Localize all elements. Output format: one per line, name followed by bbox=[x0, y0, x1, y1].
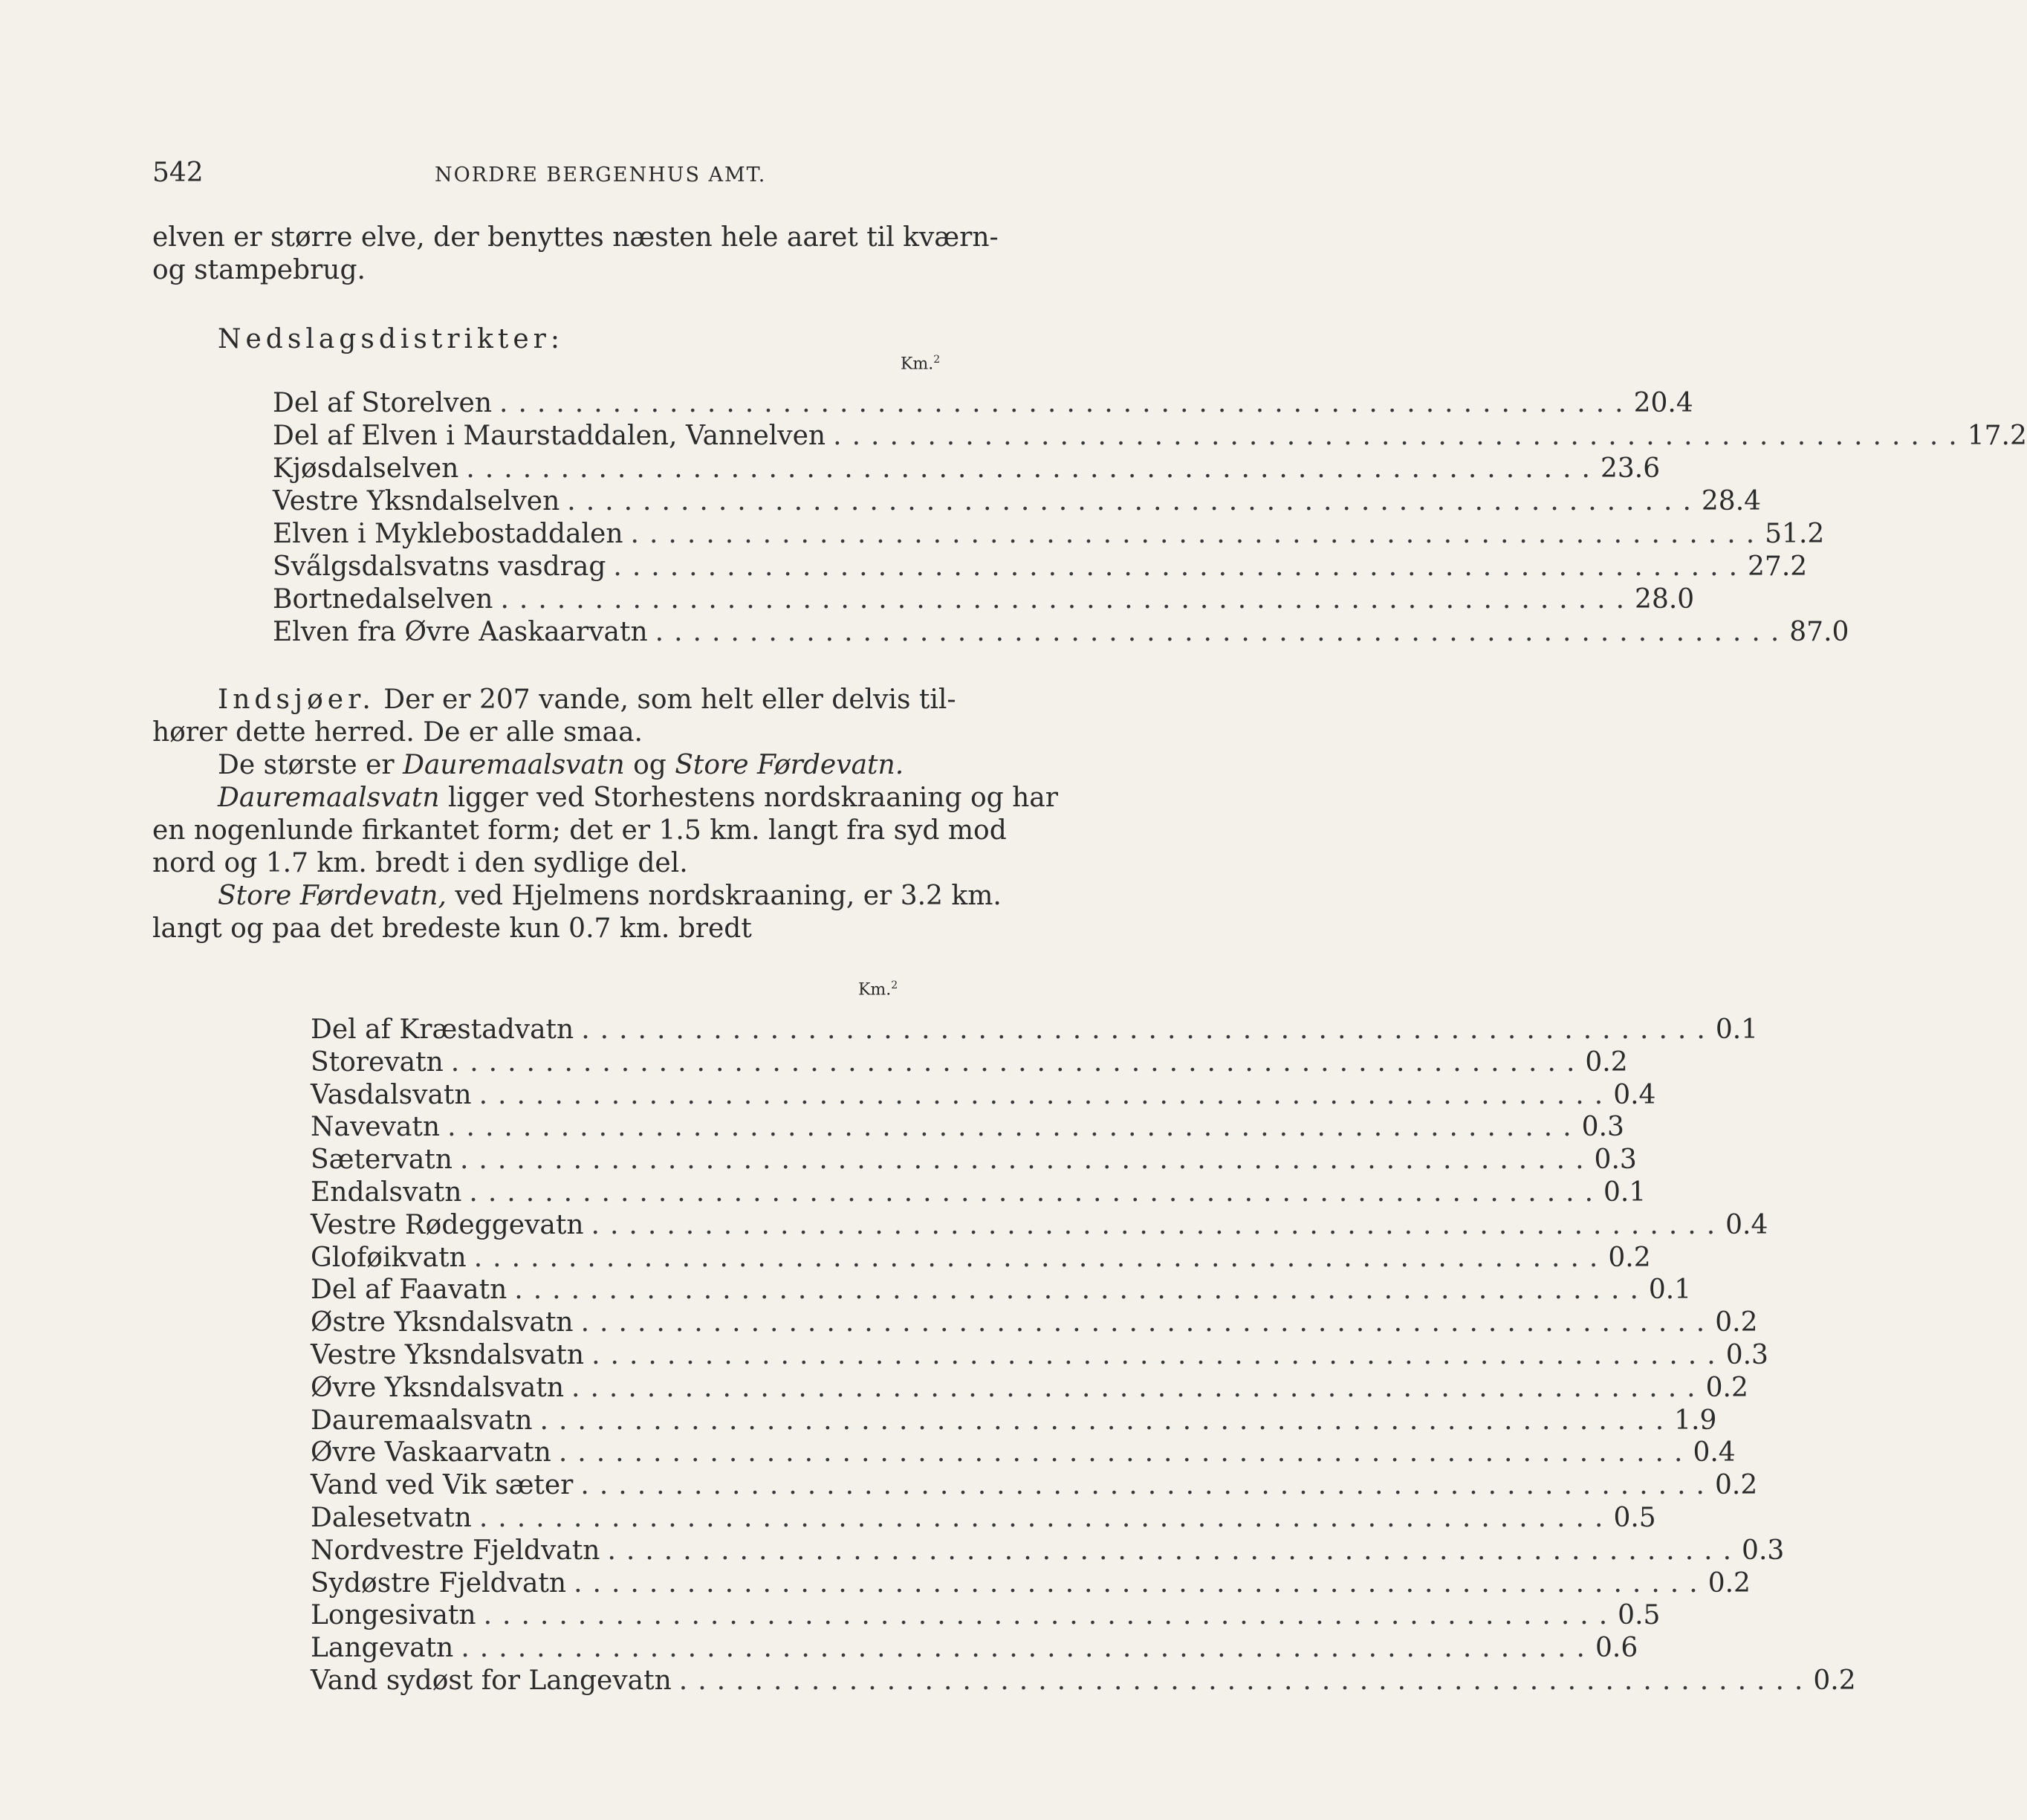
row-name: Dauremaalsvatn bbox=[311, 1405, 533, 1436]
leader-dots: ............................................................ bbox=[567, 486, 1702, 516]
row-value: 0.2 bbox=[1705, 1372, 1748, 1403]
leader-dots: ............................................................ bbox=[483, 1600, 1618, 1631]
leader-dots: ............................................................ bbox=[466, 453, 1600, 484]
row-value: 51.2 bbox=[1765, 519, 1825, 549]
indsjoer-heading: Indsjøer. bbox=[218, 684, 375, 715]
table-row bbox=[311, 1567, 1751, 1601]
row-name: Vand ved Vik sæter bbox=[311, 1470, 574, 1501]
table-row bbox=[311, 1340, 1768, 1373]
row-name: Storevatn bbox=[311, 1046, 444, 1078]
row-value: 0.2 bbox=[1715, 1307, 1758, 1338]
leader-dots: ............................................................ bbox=[479, 1503, 1614, 1533]
leader-dots: ............................................................ bbox=[630, 519, 1765, 549]
leader-dots: ............................................................ bbox=[500, 584, 1635, 615]
row-value: 28.4 bbox=[1701, 486, 1762, 516]
leader-dots: ............................................................ bbox=[450, 1046, 1586, 1078]
page-header bbox=[152, 158, 1070, 195]
row-name: Langevatn bbox=[311, 1633, 454, 1664]
row-value: 1.9 bbox=[1674, 1405, 1717, 1436]
table-row bbox=[311, 1014, 1759, 1047]
row-name: Vand sydøst for Langevatn bbox=[311, 1665, 672, 1696]
row-value: 17.2 bbox=[1967, 421, 2027, 451]
row-value: 0.5 bbox=[1618, 1600, 1661, 1631]
row-value: 0.2 bbox=[1715, 1470, 1758, 1501]
table-row bbox=[311, 1307, 1758, 1340]
leader-dots: ............................................................ bbox=[479, 1079, 1614, 1110]
table-row bbox=[273, 388, 1693, 421]
row-value: 0.1 bbox=[1648, 1275, 1692, 1306]
intro-line-1: elven er større elve, der benyttes næsten hele aaret til kværn- bbox=[152, 222, 999, 253]
leader-dots: ............................................................ bbox=[591, 1209, 1726, 1240]
row-name: Dalesetvatn bbox=[311, 1503, 472, 1533]
row-name: Bortnedalselven bbox=[273, 584, 493, 615]
row-name: Elven i Myklebostaddalen bbox=[273, 519, 623, 549]
table-row bbox=[273, 551, 1808, 584]
leader-dots: ............................................................ bbox=[655, 617, 1790, 647]
nedslag-unit: Km.$^2$ bbox=[901, 354, 941, 374]
leader-dots: ............................................................ bbox=[580, 1470, 1715, 1501]
table-row bbox=[311, 1177, 1647, 1210]
row-value: 27.2 bbox=[1748, 551, 1808, 582]
row-value: 0.2 bbox=[1608, 1242, 1651, 1273]
table-row bbox=[311, 1600, 1661, 1633]
leader-dots: ............................................................ bbox=[499, 388, 1634, 418]
leader-dots: ............................................................ bbox=[591, 1340, 1726, 1370]
table-row bbox=[311, 1503, 1656, 1535]
table-row bbox=[273, 584, 1695, 617]
row-value: 87.0 bbox=[1789, 617, 1849, 647]
row-name: Øvre Yksndalsvatn bbox=[311, 1372, 564, 1403]
row-value: 0.3 bbox=[1594, 1144, 1637, 1176]
nedslag-heading: Nedslagsdistrikter: bbox=[218, 324, 564, 354]
leader-dots: ............................................................ bbox=[580, 1307, 1716, 1338]
table-row bbox=[273, 519, 1825, 551]
table-row bbox=[311, 1437, 1736, 1470]
table-row bbox=[311, 1470, 1758, 1503]
row-value: 0.1 bbox=[1603, 1177, 1647, 1208]
row-name: Endalsvatn bbox=[311, 1177, 462, 1208]
table-row bbox=[273, 453, 1661, 486]
leader-dots: ............................................................ bbox=[514, 1275, 1649, 1306]
row-value: 0.5 bbox=[1613, 1503, 1656, 1533]
intro-paragraph bbox=[152, 221, 1070, 287]
row-name: Østre Yksndalsvatn bbox=[311, 1307, 574, 1338]
leader-dots: ............................................................ bbox=[558, 1437, 1693, 1468]
row-value: 0.2 bbox=[1707, 1567, 1751, 1599]
row-name: Vestre Rødeggevatn bbox=[311, 1209, 584, 1240]
page-number: 542 bbox=[152, 158, 204, 188]
row-value: 0.1 bbox=[1715, 1014, 1759, 1045]
row-value: 0.6 bbox=[1595, 1633, 1638, 1664]
row-value: 0.2 bbox=[1813, 1665, 1856, 1696]
row-name: Nordvestre Fjeldvatn bbox=[311, 1535, 600, 1566]
leader-dots: ............................................................ bbox=[461, 1633, 1595, 1664]
row-name: Del af Elven i Maurstaddalen, Vannelven bbox=[273, 421, 826, 451]
row-name: Vasdalsvatn bbox=[311, 1079, 472, 1110]
row-name: Del af Faavatn bbox=[311, 1275, 507, 1306]
leader-dots: ............................................................ bbox=[613, 551, 1748, 582]
row-value: 0.4 bbox=[1693, 1437, 1736, 1468]
row-name: Sva̋lgsdalsvatns vasdrag bbox=[273, 551, 606, 582]
running-title: NORDRE BERGENHUS AMT. bbox=[435, 163, 767, 187]
row-value: 28.0 bbox=[1635, 584, 1695, 615]
leader-dots: ............................................................ bbox=[459, 1144, 1595, 1176]
table-row bbox=[311, 1405, 1717, 1438]
table-row bbox=[273, 486, 1762, 519]
row-name: Del af Storelven bbox=[273, 388, 493, 418]
leader-dots: ............................................................ bbox=[571, 1372, 1706, 1403]
table-row bbox=[311, 1665, 1856, 1698]
row-value: 0.4 bbox=[1725, 1209, 1768, 1240]
intro-line-2: og stampebrug. bbox=[152, 255, 366, 285]
table-row bbox=[311, 1209, 1768, 1243]
row-name: Kjøsdalselven bbox=[273, 453, 459, 484]
table-row bbox=[273, 421, 2027, 453]
table-row bbox=[311, 1242, 1651, 1275]
leader-dots: ............................................................ bbox=[574, 1567, 1708, 1599]
indsjoer-paragraph: Indsjøer. Der er 207 vande, som helt eller delvis til- hører dette herred. De er alle smaa. De største er Dauremaalsvatn og Store Førdevatn. Dauremaalsvatn ligger ved Storhestens nordskraaning og har en nogenlunde firkantet form; det er 1.5 km. langt fra syd mod nord og 1.7 km. bredt i den sydlige del. Store Førdevatn, ved Hjelmens nordskraaning, er 3.2 km. langt og paa det bredeste kun 0.7 km. bredt bbox=[152, 684, 1058, 944]
row-name: Øvre Vaskaarvatn bbox=[311, 1437, 551, 1468]
leader-dots: ............................................................ bbox=[607, 1535, 1742, 1566]
table-row bbox=[311, 1275, 1692, 1307]
table-row bbox=[311, 1144, 1637, 1177]
leader-dots: ............................................................ bbox=[447, 1112, 1582, 1143]
leader-dots: ............................................................ bbox=[581, 1014, 1716, 1045]
row-name: Vestre Yksndalselven bbox=[273, 486, 560, 516]
row-value: 20.4 bbox=[1633, 388, 1693, 418]
table-row bbox=[311, 1633, 1638, 1665]
row-name: Longesivatn bbox=[311, 1600, 476, 1631]
table-row bbox=[273, 617, 1849, 650]
table-row bbox=[311, 1535, 1785, 1568]
row-value: 0.3 bbox=[1725, 1340, 1768, 1370]
row-name: Vestre Yksndalsvatn bbox=[311, 1340, 585, 1370]
row-value: 0.2 bbox=[1585, 1046, 1628, 1078]
table-row bbox=[311, 1079, 1656, 1113]
row-value: 23.6 bbox=[1600, 453, 1661, 484]
row-name: Gloføikvatn bbox=[311, 1242, 467, 1273]
row-name: Sydøstre Fjeldvatn bbox=[311, 1567, 567, 1599]
leader-dots: ............................................................ bbox=[469, 1177, 1604, 1208]
lakes-unit: Km.$^2$ bbox=[858, 979, 898, 1000]
row-name: Elven fra Øvre Aaskaarvatn bbox=[273, 617, 648, 647]
row-name: Del af Kræstadvatn bbox=[311, 1014, 574, 1045]
leader-dots: ............................................................ bbox=[678, 1665, 1814, 1696]
leader-dots: ............................................................ bbox=[539, 1405, 1675, 1436]
table-row bbox=[311, 1112, 1624, 1144]
leader-dots: ............................................................ bbox=[473, 1242, 1609, 1273]
table-row bbox=[311, 1046, 1628, 1080]
row-name: Sætervatn bbox=[311, 1144, 453, 1176]
row-value: 0.3 bbox=[1742, 1535, 1785, 1566]
row-value: 0.3 bbox=[1581, 1112, 1624, 1143]
table-row bbox=[311, 1372, 1748, 1405]
row-value: 0.4 bbox=[1613, 1079, 1656, 1110]
row-name: Navevatn bbox=[311, 1112, 441, 1143]
leader-dots: ............................................................ bbox=[833, 421, 1968, 451]
